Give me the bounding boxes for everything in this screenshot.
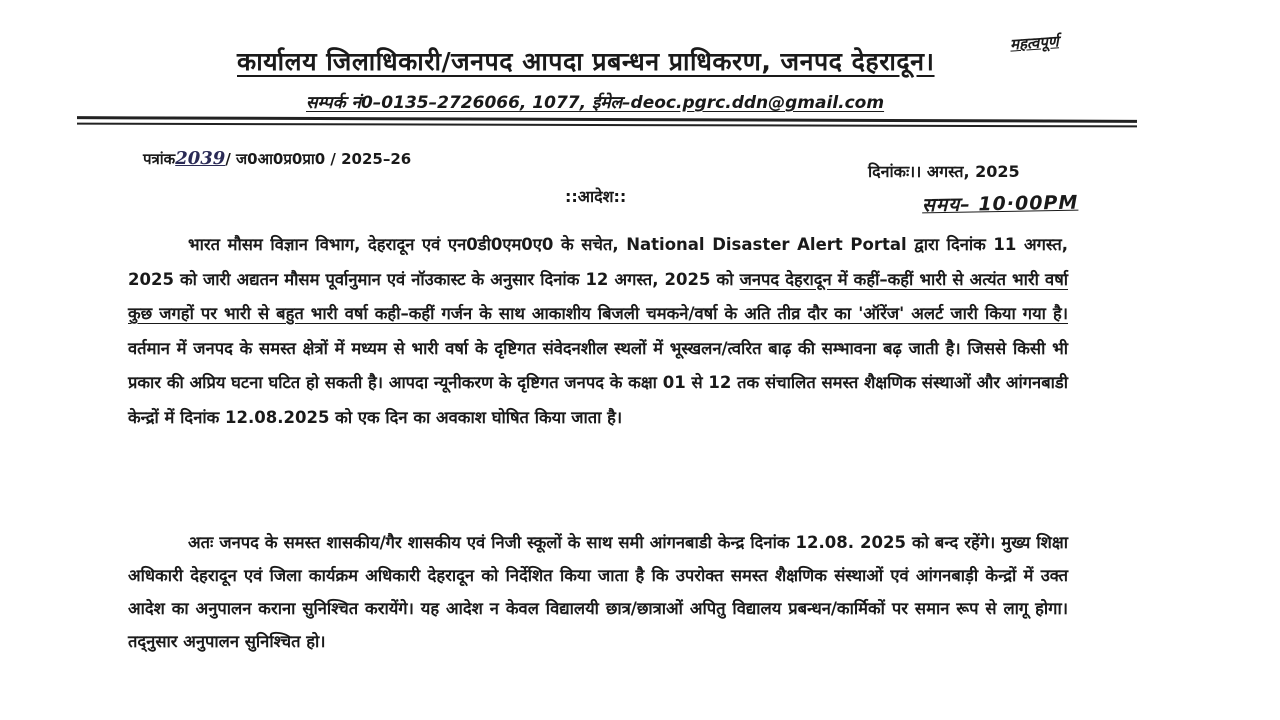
paragraph1-intro: भारत मौसम विज्ञान विभाग, देहरादून एवं एन0डी0एम0ए0 के सचेत, National Disaster Alert Portal द्वारा दिनांक 11 अगस्त, 2025 को जारी अद्यतन मौसम पूर्वानुमान एवं नॉउकास्ट के अनुसार दिनांक 12 अगस्त, 2025 को [128, 235, 1068, 289]
order-heading: ::आदेश:: [565, 187, 627, 206]
reference-number-line [143, 148, 411, 169]
order-date: दिनांकः।। अगस्त, 2025 [868, 162, 1020, 181]
reference-number-handwritten: 2039 [175, 148, 226, 169]
time-handwritten-note: समय– 10·00PM [921, 191, 1079, 217]
header-rule-top [77, 116, 1137, 123]
important-handwritten-note: महत्वपूर्ण [1009, 32, 1060, 54]
reference-suffix: / ज0आ0प्र0प्रा0 / 2025–26 [225, 150, 412, 168]
reference-prefix: पत्रांक [143, 150, 176, 168]
order-paragraph-1 [128, 228, 1068, 435]
orange-alert-highlight: जनपद देहरादून में कहीं–कहीं भारी से अत्यंत भारी वर्षा कुछ जगहों पर भारी से बहुत भारी वर्षा कही–कहीं गर्जन के साथ आकाशीय बिजली चमकने/वर्षा के अति तीव्र दौर का 'ऑरेंज' अलर्ट जारी किया गया है। [128, 269, 1069, 323]
contact-line: सम्पर्क नं0–0135–2726066, 1077, ईमेल–deoc.pgrc.ddn@gmail.com [306, 93, 885, 113]
paragraph1-rest: वर्तमान में जनपद के समस्त क्षेत्रों में मध्यम से भारी वर्षा के दृष्टिगत संवेदनशील स्थलों में भूस्खलन/त्वरित बाढ़ की सम्भावना बढ़ जाती है। जिससे किसी भी प्रकार की अप्रिय घटना घटित हो सकती है। आपदा न्यूनीकरण के दृष्टिगत जनपद के कक्षा 01 से 12 तक संचालित समस्त शैक्षणिक संस्थाओं और आंगनबाडी केन्द्रों में दिनांक 12.08.2025 को एक दिन का अवकाश घोषित किया जाता है। [128, 338, 1068, 427]
office-title: कार्यालय जिलाधिकारी/जनपद आपदा प्रबन्धन प्राधिकरण, जनपद देहरादून। [237, 47, 935, 76]
order-paragraph-2: अतः जनपद के समस्त शासकीय/गैर शासकीय एवं निजी स्कूलों के साथ समी आंगनबाडी केन्द्र दिनांक 12.08. 2025 को बन्द रहेंगे। मुख्य शिक्षा अधिकारी देहरादून एवं जिला कार्यक्रम अधिकारी देहरादून को निर्देशित किया जाता है कि उपरोक्त समस्त शैक्षणिक संस्थाओं एवं आंगनबाड़ी केन्द्रों में उक्त आदेश का अनुपालन कराना सुनिश्चित करायेंगे। यह आदेश न केवल विद्यालयी छात्र/छात्राओं अपितु विद्यालय प्रबन्धन/कार्मिकों पर समान रूप से लागू होगा। तद्नुसार अनुपालन सुनिश्चित हो। [128, 533, 1068, 651]
header-rule-bottom [77, 123, 1137, 128]
